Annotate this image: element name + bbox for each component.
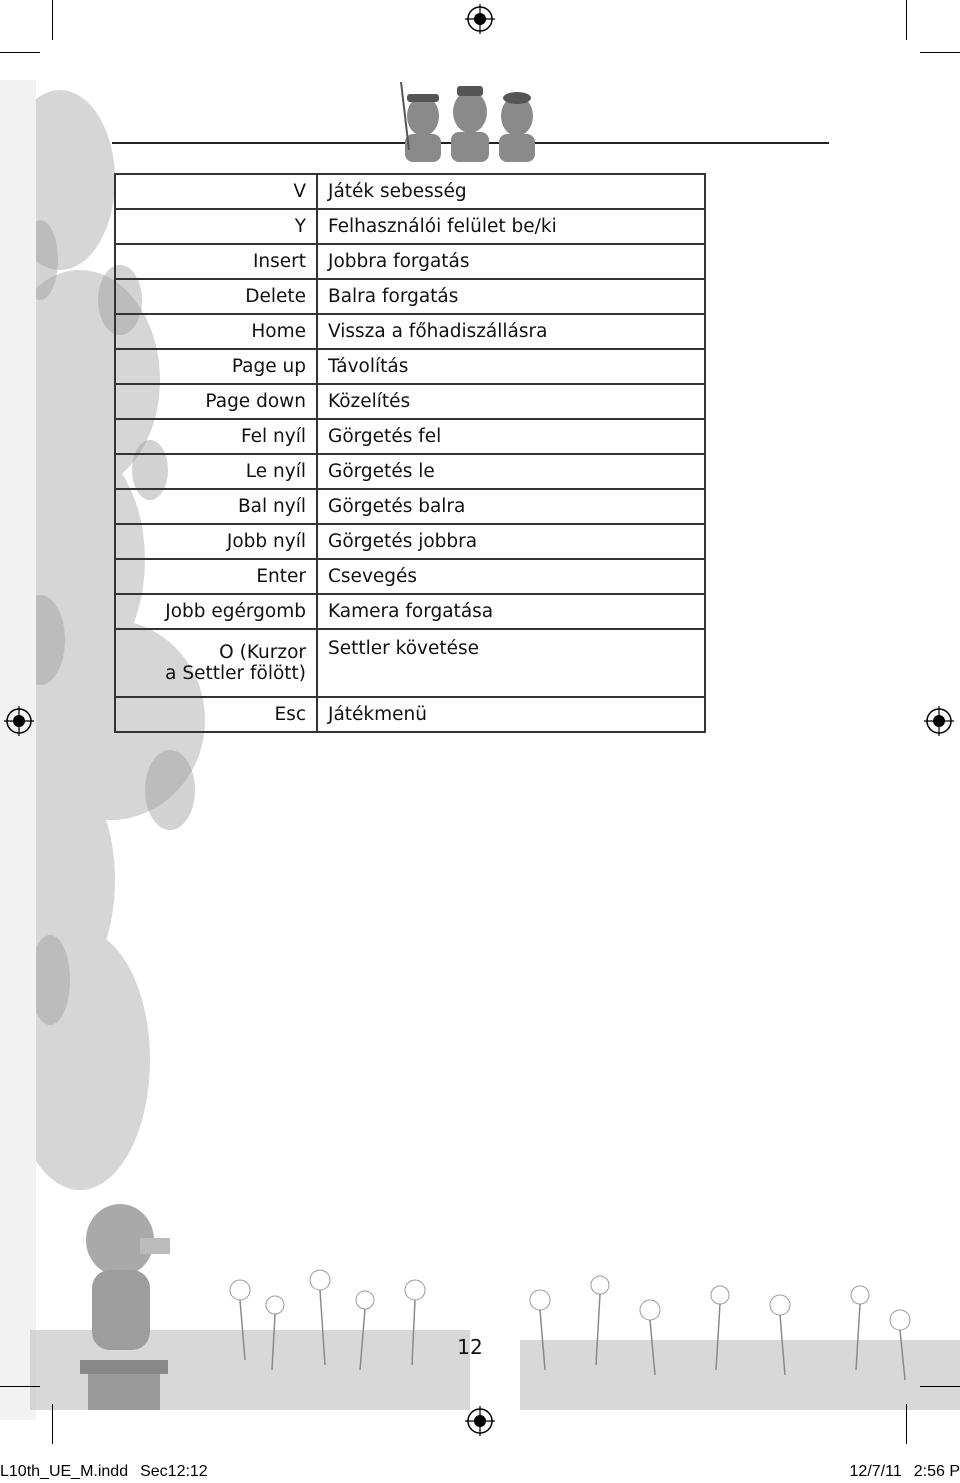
key-cell: Page down bbox=[115, 384, 317, 419]
crop-mark bbox=[920, 52, 960, 53]
slug-time: 2:56 P bbox=[913, 1463, 960, 1480]
key-cell: Delete bbox=[115, 279, 317, 314]
key-cell: Insert bbox=[115, 244, 317, 279]
table-row bbox=[115, 209, 705, 244]
action-cell: Felhasználói felület be/ki bbox=[317, 209, 705, 244]
action-cell: Görgetés fel bbox=[317, 419, 705, 454]
table-row bbox=[115, 559, 705, 594]
table-row bbox=[115, 489, 705, 524]
key-line: a Settler fölött) bbox=[165, 663, 306, 684]
action-cell: Távolítás bbox=[317, 349, 705, 384]
crop-mark bbox=[0, 1386, 40, 1387]
table-row bbox=[115, 384, 705, 419]
print-slug-date bbox=[850, 1463, 960, 1481]
crop-mark bbox=[52, 1404, 53, 1444]
key-cell: Bal nyíl bbox=[115, 489, 317, 524]
table-row bbox=[115, 697, 705, 732]
slug-section: Sec12:12 bbox=[140, 1463, 208, 1480]
crop-mark bbox=[920, 1386, 960, 1387]
action-cell: Játék sebesség bbox=[317, 174, 705, 209]
key-cell: Le nyíl bbox=[115, 454, 317, 489]
action-cell: Görgetés le bbox=[317, 454, 705, 489]
registration-mark-icon bbox=[4, 706, 34, 736]
page-number: 12 bbox=[457, 1335, 483, 1359]
crop-mark bbox=[52, 0, 53, 40]
action-cell: Görgetés balra bbox=[317, 489, 705, 524]
registration-mark-icon bbox=[465, 1406, 495, 1436]
registration-mark-icon bbox=[465, 4, 495, 34]
game-characters-illustration bbox=[395, 80, 545, 162]
key-cell: Page up bbox=[115, 349, 317, 384]
slug-date: 12/7/11 bbox=[849, 1463, 902, 1480]
action-cell: Közelítés bbox=[317, 384, 705, 419]
table-row bbox=[115, 244, 705, 279]
table-row bbox=[115, 524, 705, 559]
key-cell: Enter bbox=[115, 559, 317, 594]
table-row bbox=[115, 314, 705, 349]
action-cell: Görgetés jobbra bbox=[317, 524, 705, 559]
key-cell: Home bbox=[115, 314, 317, 349]
key-cell: Fel nyíl bbox=[115, 419, 317, 454]
crop-mark bbox=[906, 1404, 907, 1444]
key-cell: Esc bbox=[115, 697, 317, 732]
statue-figure bbox=[80, 1204, 170, 1410]
crop-mark bbox=[0, 52, 40, 53]
action-cell: Kamera forgatása bbox=[317, 594, 705, 629]
table-row bbox=[115, 629, 705, 697]
table-row bbox=[115, 349, 705, 384]
key-cell: V bbox=[115, 174, 317, 209]
table-row bbox=[115, 419, 705, 454]
print-slug-file bbox=[0, 1463, 220, 1481]
table-row bbox=[115, 174, 705, 209]
action-cell: Vissza a főhadiszállásra bbox=[317, 314, 705, 349]
table-row bbox=[115, 454, 705, 489]
slug-filename: L10th_UE_M.indd bbox=[0, 1463, 129, 1480]
key-cell: Jobb nyíl bbox=[115, 524, 317, 559]
action-cell: Játékmenü bbox=[317, 697, 705, 732]
table-row bbox=[115, 279, 705, 314]
key-cell: Y bbox=[115, 209, 317, 244]
action-cell: Jobbra forgatás bbox=[317, 244, 705, 279]
action-cell: Settler követése bbox=[317, 629, 705, 697]
key-cell bbox=[115, 629, 317, 697]
action-cell: Balra forgatás bbox=[317, 279, 705, 314]
crop-mark bbox=[906, 0, 907, 40]
registration-mark-icon bbox=[924, 706, 954, 736]
key-cell: Jobb egérgomb bbox=[115, 594, 317, 629]
table-row bbox=[115, 594, 705, 629]
keyboard-shortcut-table bbox=[114, 173, 706, 733]
key-line: O (Kurzor bbox=[219, 642, 306, 663]
action-cell: Csevegés bbox=[317, 559, 705, 594]
